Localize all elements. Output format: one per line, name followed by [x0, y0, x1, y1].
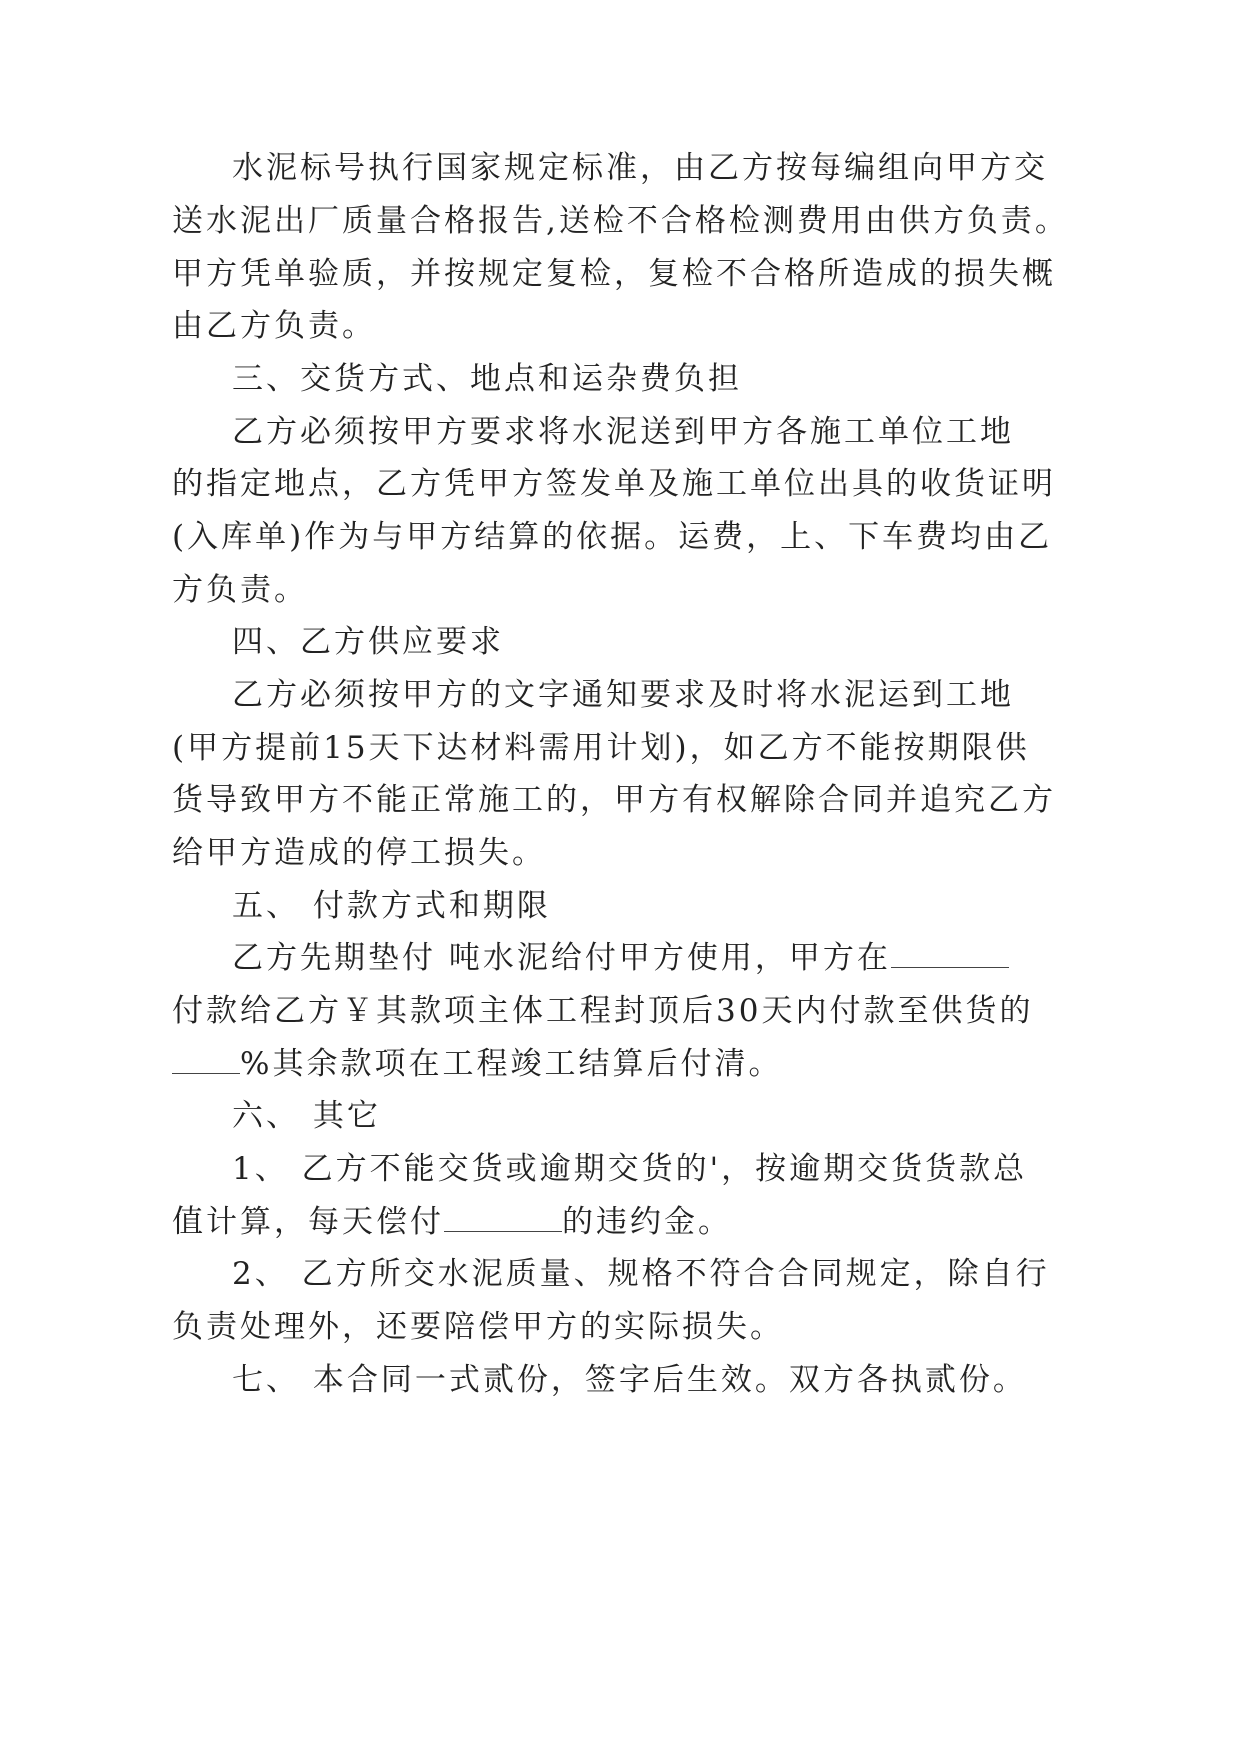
paragraph-text: 乙方先期垫付 吨水泥给付甲方使用，甲方在: [232, 940, 891, 976]
paragraph-text: %其余款项在工程竣工结算后付清。: [240, 1046, 783, 1082]
paragraph-text: 值计算，每天偿付: [172, 1204, 444, 1240]
paragraph-line: 的指定地点，乙方凭甲方签发单及施工单位出具的收货证明: [172, 466, 1056, 502]
paragraph-line: 乙方必须按甲方要求将水泥送到甲方各施工单位工地: [232, 414, 1014, 450]
paragraph-line: 2、 乙方所交水泥质量、规格不符合合同规定，除自行: [232, 1256, 1050, 1292]
paragraph-line: 货导致甲方不能正常施工的，甲方有权解除合同并追究乙方: [172, 782, 1056, 818]
section-heading: 四、乙方供应要求: [232, 624, 504, 660]
section-heading: 三、交货方式、地点和运杂费负担: [232, 361, 742, 397]
paragraph-line: 付款给乙方￥其款项主体工程封顶后30天内付款至供货的: [172, 993, 1034, 1029]
section-heading: 六、 其它: [232, 1098, 381, 1134]
paragraph-line: [232, 938, 1009, 978]
fill-in-blank: [444, 1203, 562, 1232]
paragraph-line: (入库单)作为与甲方结算的依据。运费，上、下车费均由乙: [172, 519, 1053, 555]
paragraph-line: 由乙方负责。: [172, 308, 376, 344]
fill-in-blank: [172, 1045, 240, 1074]
paragraph-line: 1、 乙方不能交货或逾期交货的'，按逾期交货货款总: [232, 1151, 1028, 1187]
paragraph-line: 甲方凭单验质，并按规定复检，复检不合格所造成的损失概: [172, 256, 1056, 292]
section-heading: 五、 付款方式和期限: [232, 888, 551, 924]
section-heading: 七、 本合同一式贰份，签字后生效。双方各执贰份。: [232, 1362, 1027, 1398]
paragraph-line: [172, 1044, 782, 1084]
paragraph-line: 乙方必须按甲方的文字通知要求及时将水泥运到工地: [232, 677, 1014, 713]
paragraph-line: 水泥标号执行国家规定标准，由乙方按每编组向甲方交: [232, 150, 1048, 186]
paragraph-text: 的违约金。: [562, 1204, 732, 1240]
paragraph-line: 送水泥出厂质量合格报告,送检不合格检测费用由供方负责。: [172, 203, 1069, 239]
paragraph-line: (甲方提前15天下达材料需用计划)，如乙方不能按期限供: [172, 730, 1030, 766]
paragraph-line: 负责处理外，还要陪偿甲方的实际损失。: [172, 1309, 784, 1345]
fill-in-blank: [891, 939, 1009, 968]
paragraph-line: 给甲方造成的停工损失。: [172, 835, 546, 871]
paragraph-line: [172, 1202, 732, 1242]
paragraph-line: 方负责。: [172, 572, 308, 608]
